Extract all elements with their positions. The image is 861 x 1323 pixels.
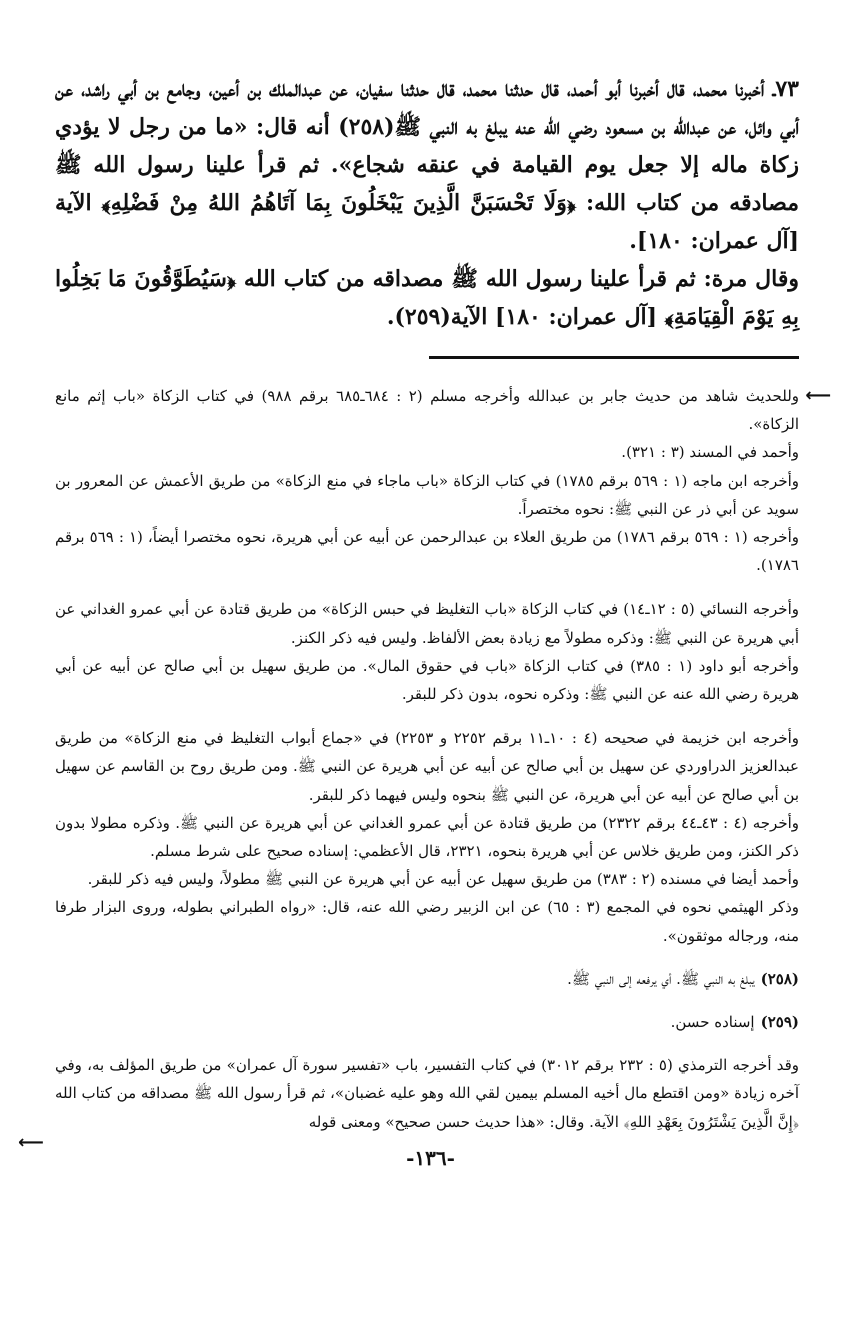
footnote-line: وأخرجه ابن خزيمة في صحيحه (٤ : ١٠ـ١١ برقم ٢٢٥٢ و ٢٢٥٣) في «جماع أبواب التغليظ في منع الزكاة» من طريق عبدالعزيز الدراوردي عن سهيل بن أبي صالح عن أبيه عن أبي هريرة عن النبي ﷺ. ومن طريق روح بن القاسم عن سهيل بن أبي صالح عن أبيه عن أبي هريرة، عن النبي ﷺ بنحوه وليس فيهما ذكر للبقر. xyxy=(55,729,800,804)
footnote-line: وأخرجه (٤ : ٤٣ـ٤٤ برقم ٢٣٢٢) من طريق قتادة عن أبي عمرو الغداني عن أبي هريرة عن النبي ﷺ. وذكره مطولا بدون ذكر الكنز، ومن طريق خلاس عن أبي هريرة بنحوه، ٢٣٢١، قال الأعظمي: إسناده صحيح على شرط مسلم. xyxy=(55,813,799,861)
page-number: -١٣٦- xyxy=(406,1146,455,1170)
footnote-line: وأخرجه أبو داود (١ : ٣٨٥) في كتاب الزكاة «باب في حقوق المال». من طريق سهيل بن أبي صالح عن أبيه عن أبي هريرة رضي الله عنه عن النبي ﷺ: وذكره نحوه، بدون ذكر للبقر. xyxy=(55,656,800,704)
footnote-separator-rule xyxy=(429,356,799,359)
footnote-line: وللحديث شاهد من حديث جابر بن عبدالله وأخرجه مسلم (٢ : ٦٨٤ـ٦٨٥ برقم ٩٨٨) في كتاب الزكاة «باب إثم مانع الزكاة». xyxy=(55,387,800,434)
hadith-paragraph: وقال مرة: ثم قرأ علينا رسول الله ﷺ مصداقه من كتاب الله ﴿سَيُطَوَّقُونَ مَا بَخِلُوا بِهِ يَوْمَ الْقِيَامَةِ﴾ [آل عمران: ١٨٠] الآية(٢٥٩). xyxy=(55,266,799,330)
footnote-line: وأحمد في المسند (٣ : ٣٢١). xyxy=(621,443,799,462)
footnote-block xyxy=(55,724,799,950)
footnote-line: وأخرجه (١ : ٥٦٩ برقم ١٧٨٦) من طريق العلاء بن عبدالرحمن عن أبيه عن أبي هريرة، نحوه مختصرا أيضاً، (١ : ٥٦٩ برقم ١٧٨٦). xyxy=(55,528,799,575)
footnote-number: (٢٥٨) xyxy=(760,969,799,988)
footnote-block xyxy=(55,595,799,708)
footnotes-section xyxy=(55,382,799,1151)
footnote-line: وأخرجه النسائي (٥ : ١٢ـ١٤) في كتاب الزكاة «باب التغليظ في حبس الزكاة» من طريق قتادة عن أبي عمرو الغداني عن أبي هريرة عن النبي ﷺ: وذكره مطولاً مع زيادة بعض الألفاظ. وليس فيه ذكر الكنز. xyxy=(55,600,799,647)
hadith-paragraph: ٧٣ـ أخبرنا محمد، قال أخبرنا أبو أحمد، قال حدثنا محمد، قال حدثنا سفيان، عن عبدالملك بن أعين، وجامع بن أبي راشد، عن أبي وائل، عن عبدالله بن مسعود رضي الله عنه يبلغ به النبي ﷺ(٢٥٨) أنه قال: «ما من رجل لا يؤدي زكاة ماله إلا جعل يوم القيامة في عنقه شجاع». ثم قرأ علينا رسول الله ﷺ مصادقه من كتاب الله: ﴿وَلَا تَحْسَبَنَّ الَّذِينَ يَبْخَلُونَ بِمَا آتَاهُمُ اللهُ مِنْ فَضْلِهِ﴾ الآية [آل عمران: ١٨٠]. xyxy=(55,76,800,254)
footnote-line: وذكر الهيثمي نحوه في المجمع (٣ : ٦٥) عن ابن الزبير رضي الله عنه، قال: «رواه الطبراني بطوله، وروى البزار طرفا منه، ورجاله موثقون». xyxy=(55,898,799,945)
footnote-259 xyxy=(55,1008,799,1036)
footnote-line: وأحمد أيضا في مسنده (٢ : ٣٨٣) من طريق سهيل عن أبيه عن أبي هريرة عن النبي ﷺ مطولاً، وليس فيه ذكر للبقر. xyxy=(87,870,799,889)
continuation-arrow-icon: ⟵ xyxy=(18,1132,44,1153)
footnote-block xyxy=(55,382,799,579)
hadith-main-text xyxy=(55,70,799,336)
footnote-text: يبلغ به النبي ﷺ. أي يرفعه إلى النبي ﷺ. xyxy=(567,969,755,988)
footnote-line: وقد أخرجه الترمذي (٥ : ٢٣٢ برقم ٣٠١٢) في كتاب التفسير، باب «تفسير سورة آل عمران» من طريق المؤلف به، وفي آخره زيادة «ومن اقتطع مال أخيه المسلم بيمين لقي الله وهو عليه غضبان»، ثم قرأ رسول الله ﷺ مصداقه من كتاب الله ﴿إِنَّ الَّذِينَ يَشْتَرُونَ بِعَهْدِ اللهِ﴾ الآية. وقال: «هذا حديث حسن صحيح» ومعنى قوله xyxy=(55,1056,799,1131)
footnote-line: وأخرجه ابن ماجه (١ : ٥٦٩ برقم ١٧٨٥) في كتاب الزكاة «باب ماجاء في منع الزكاة» من طريق الأعمش عن المعرور بن سويد عن أبي ذر عن النبي ﷺ: نحوه مختصراً. xyxy=(55,471,800,518)
footnote-text: إسناده حسن. xyxy=(670,1013,755,1032)
footnote-258 xyxy=(55,965,799,993)
footnote-number: (٢٥٩) xyxy=(760,1013,799,1032)
continuation-arrow-icon: ⟵ xyxy=(805,385,831,406)
